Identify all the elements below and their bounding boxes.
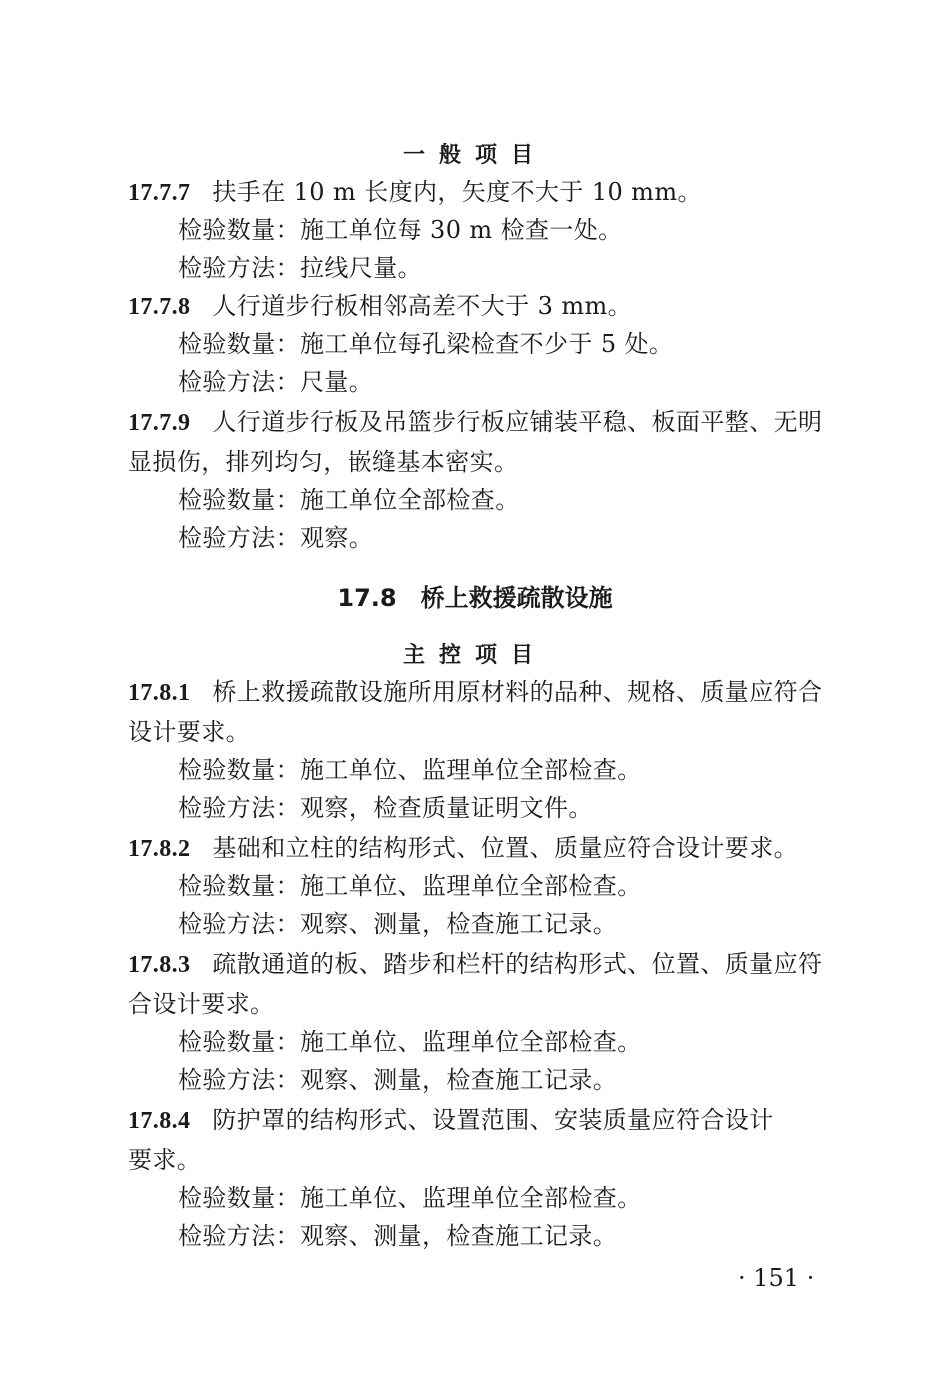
inspection-quantity: 检验数量：施工单位全部检查。 — [178, 486, 520, 514]
inspection-method: 检验方法：观察，检查质量证明文件。 — [178, 794, 593, 822]
clause-text-continued: 显损伤，排列均匀，嵌缝基本密实。 — [128, 448, 519, 476]
inspection-quantity: 检验数量：施工单位每孔梁检查不少于 5 处。 — [178, 330, 674, 358]
section-number: 17.8 — [337, 584, 397, 612]
clause-text-continued: 合设计要求。 — [128, 990, 275, 1018]
clause-text: 疏散通道的板、踏步和栏杆的结构形式、位置、质量应符 — [212, 950, 823, 978]
inspection-method: 检验方法：尺量。 — [178, 368, 374, 396]
clause-17-8-2 — [128, 832, 798, 865]
clause-text: 防护罩的结构形式、设置范围、安装质量应符合设计 — [212, 1106, 774, 1134]
inspection-method: 检验方法：观察、测量，检查施工记录。 — [178, 910, 618, 938]
subheading-general-items: 一般项目 — [402, 142, 547, 168]
clause-17-8-4 — [128, 1104, 774, 1137]
clause-text: 人行道步行板相邻高差不大于 3 mm。 — [212, 292, 633, 320]
clause-number: 17.7.9 — [128, 410, 191, 436]
clause-text-continued: 要求。 — [128, 1146, 202, 1174]
clause-17-8-1 — [128, 676, 822, 709]
inspection-quantity: 检验数量：施工单位每 30 m 检查一处。 — [178, 216, 623, 244]
inspection-quantity: 检验数量：施工单位、监理单位全部检查。 — [178, 1184, 642, 1212]
inspection-quantity: 检验数量：施工单位、监理单位全部检查。 — [178, 872, 642, 900]
page-number: · 151 · — [738, 1264, 815, 1292]
clause-number: 17.8.3 — [128, 952, 191, 978]
clause-number: 17.8.2 — [128, 836, 191, 862]
clause-number: 17.7.7 — [128, 180, 191, 206]
clause-text: 桥上救援疏散设施所用原材料的品种、规格、质量应符合 — [212, 678, 823, 706]
clause-17-8-3 — [128, 948, 822, 981]
clause-text-continued: 设计要求。 — [128, 718, 250, 746]
section-title: 桥上救援疏散设施 — [420, 584, 613, 612]
clause-number: 17.7.8 — [128, 294, 191, 320]
clause-text: 基础和立柱的结构形式、位置、质量应符合设计要求。 — [212, 834, 799, 862]
clause-text: 扶手在 10 m 长度内，矢度不大于 10 mm。 — [212, 178, 702, 206]
clause-number: 17.8.4 — [128, 1108, 191, 1134]
clause-text: 人行道步行板及吊篮步行板应铺装平稳、板面平整、无明 — [212, 408, 823, 436]
inspection-method: 检验方法：观察。 — [178, 524, 374, 552]
inspection-method: 检验方法：观察、测量，检查施工记录。 — [178, 1066, 618, 1094]
inspection-method: 检验方法：观察、测量，检查施工记录。 — [178, 1222, 618, 1250]
inspection-quantity: 检验数量：施工单位、监理单位全部检查。 — [178, 756, 642, 784]
inspection-method: 检验方法：拉线尺量。 — [178, 254, 422, 282]
section-heading — [0, 582, 950, 614]
clause-17-7-7 — [128, 176, 702, 209]
clause-17-7-8 — [128, 290, 632, 323]
subheading-main-control-items: 主控项目 — [402, 642, 547, 668]
clause-17-7-9 — [128, 406, 822, 439]
clause-number: 17.8.1 — [128, 680, 191, 706]
inspection-quantity: 检验数量：施工单位、监理单位全部检查。 — [178, 1028, 642, 1056]
